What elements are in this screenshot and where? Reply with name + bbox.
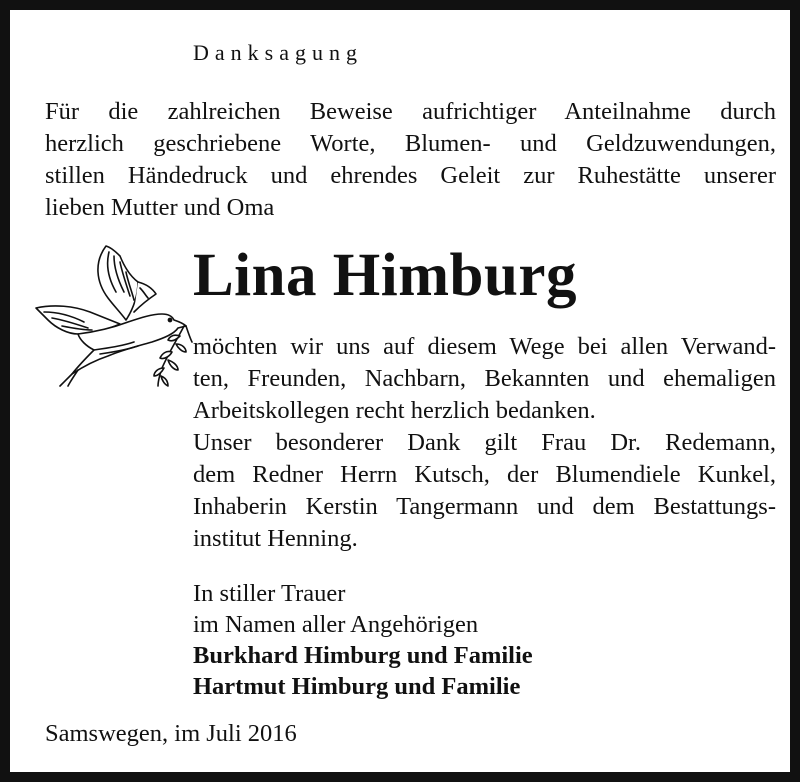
place-date: Samswegen, im Juli 2016 <box>45 720 297 747</box>
closing-block <box>193 578 533 702</box>
notice-heading: Danksagung <box>193 40 363 65</box>
closing-line: In stiller Trauer <box>193 580 346 607</box>
body-line: Unser besonderer Dank gilt Frau Dr. Redemann, <box>193 429 776 456</box>
body-line: dem Redner Herrn Kutsch, der Blumendiele Kunkel, <box>193 461 776 488</box>
intro-line: stillen Händedruck und ehrendes Geleit zur Ruhestätte unserer <box>45 162 776 189</box>
intro-paragraph <box>45 96 776 224</box>
closing-line: im Namen aller Angehörigen <box>193 611 479 638</box>
body-line: möchten wir uns auf diesem Wege bei allen Verwand- <box>193 333 776 360</box>
intro-line: lieben Mutter und Oma <box>45 194 275 221</box>
intro-line: Für die zahlreichen Beweise aufrichtiger Anteilnahme durch <box>45 98 776 125</box>
deceased-name: Lina Himburg <box>193 242 577 309</box>
body-line: ten, Freunden, Nachbarn, Bekannten und ehemaligen <box>193 365 776 392</box>
family-signature: Hartmut Himburg und Familie <box>193 673 521 700</box>
intro-line: herzlich geschriebene Worte, Blumen- und Geldzuwendungen, <box>45 130 776 157</box>
dove-icon <box>34 242 202 388</box>
body-paragraph <box>193 331 776 555</box>
body-line: Inhaberin Kerstin Tangermann und dem Bestattungs- <box>193 493 776 520</box>
family-signature: Burkhard Himburg und Familie <box>193 642 533 669</box>
body-line: institut Henning. <box>193 525 358 552</box>
body-line: Arbeitskollegen recht herzlich bedanken. <box>193 397 596 424</box>
